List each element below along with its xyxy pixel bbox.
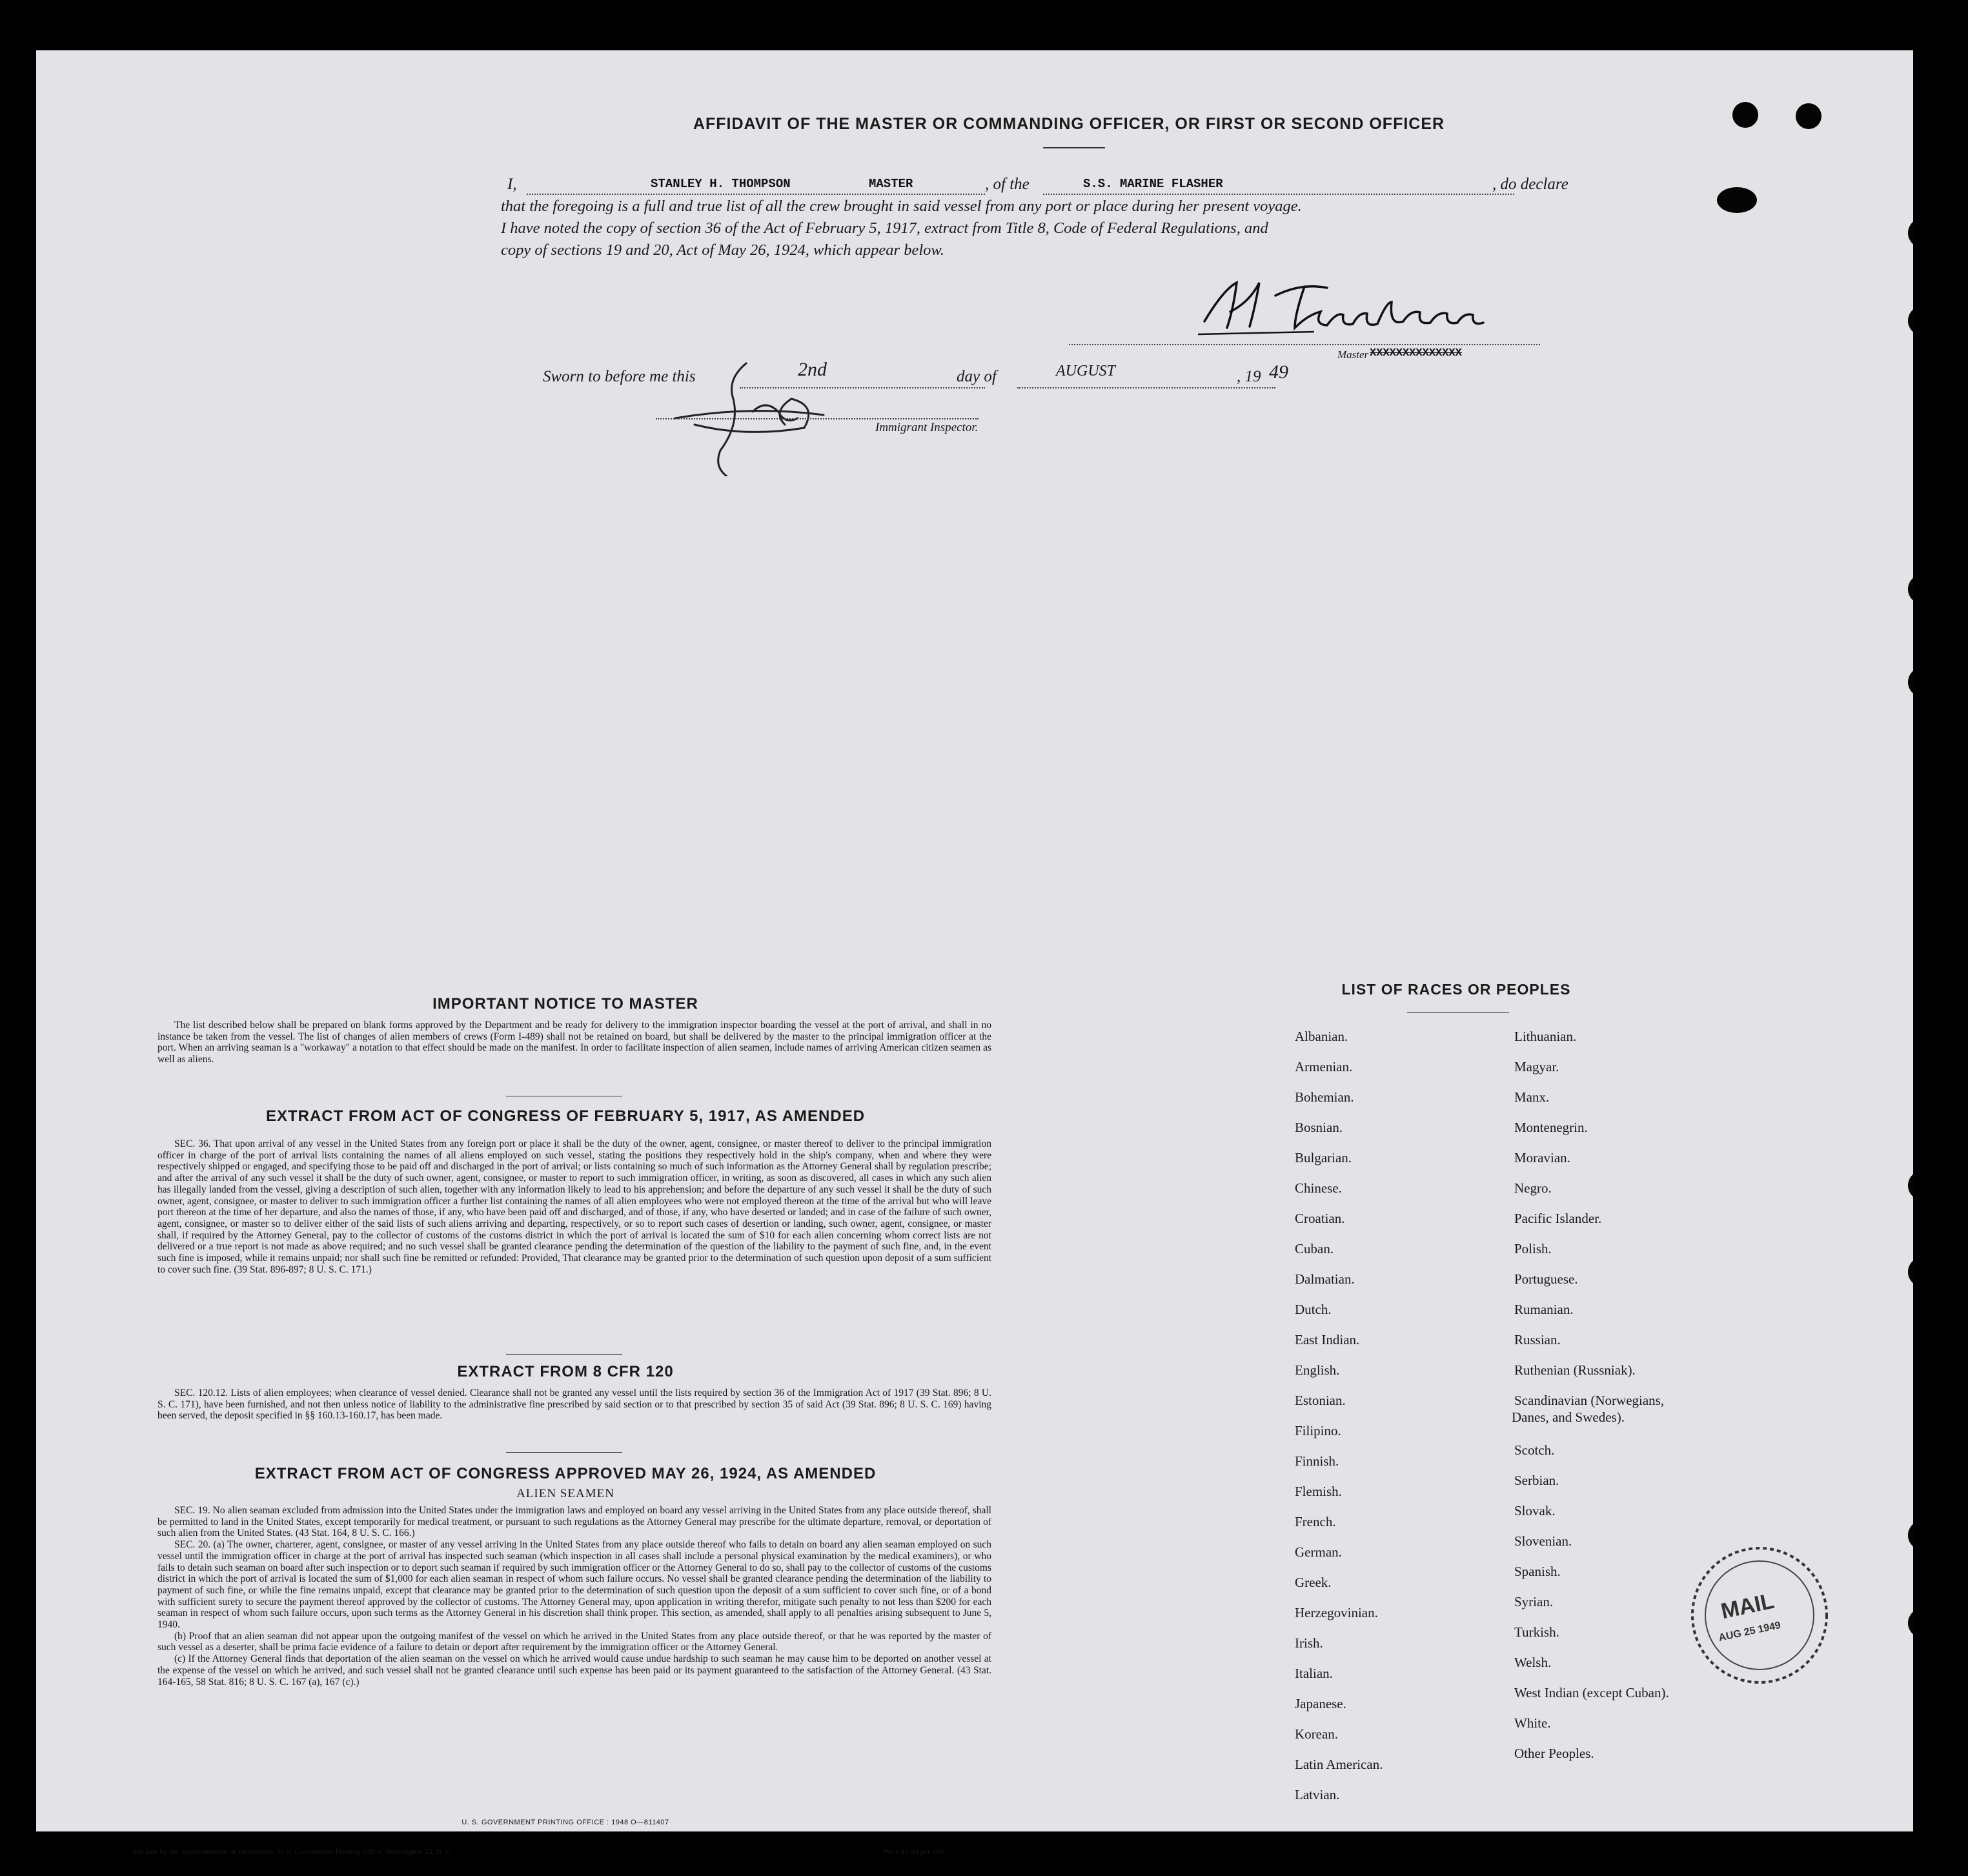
punch-hole xyxy=(1796,103,1821,129)
inspector-label: Immigrant Inspector. xyxy=(875,421,979,434)
master-label: Master xyxy=(1337,348,1369,361)
race-item: Albanian. xyxy=(1295,1029,1348,1044)
of-the-label: , of the xyxy=(985,176,1030,193)
extract-cfr-paragraph: SEC. 120.12. Lists of alien employees; when clearance of vessel denied. Clearance shall not be granted any vessel until the lists required by section 36 of the Immigration Act of 1917 (39 Stat. 896; 8 U. S. C. 171), have been furnished, and not then unless notice of liability to the administrative fine prescribed by said section or to that prescribed by section 35 of said Act (39 Stat. 896; 8 U. S. C. 169) having been served, the deposit specified in §§ 160.13-160.17, has been made. xyxy=(157,1387,991,1422)
affidavit-title: AFFIDAVIT OF THE MASTER OR COMMANDING OFFICER, OR FIRST OR SECOND OFFICER xyxy=(693,115,1445,133)
price-note: Price $3.00 per 100 xyxy=(883,1847,944,1856)
race-item: Scandinavian (Norwegians, xyxy=(1514,1393,1665,1408)
punch-hole xyxy=(1908,306,1913,336)
notice-text xyxy=(157,1020,991,1065)
punch-hole xyxy=(1908,667,1913,697)
declaration-line-2: that the foregoing is a full and true list of all the crew brought in said vessel from any port or place during her present voyage. xyxy=(501,197,1302,215)
race-item: Other Peoples. xyxy=(1514,1746,1594,1761)
race-item: Japanese. xyxy=(1295,1696,1346,1711)
race-item: Syrian. xyxy=(1514,1594,1554,1609)
punch-hole xyxy=(1908,1171,1913,1200)
extract-1917-title: EXTRACT FROM ACT OF CONGRESS OF FEBRUARY 5, 1917, AS AMENDED xyxy=(265,1107,866,1125)
race-item: German. xyxy=(1295,1544,1342,1560)
declarant-prefix: I, xyxy=(507,176,517,193)
signature-leader xyxy=(1069,344,1540,345)
race-item: Montenegrin. xyxy=(1514,1120,1588,1135)
race-item: Dalmatian. xyxy=(1295,1271,1355,1287)
do-declare-label: , do declare xyxy=(1492,176,1568,193)
race-item: Herzegovinian. xyxy=(1295,1605,1378,1620)
race-item: Bohemian. xyxy=(1295,1089,1354,1105)
year-value: 49 xyxy=(1269,361,1288,383)
race-item: White. xyxy=(1514,1715,1551,1731)
race-item: Chinese. xyxy=(1295,1180,1342,1196)
day-value: 2nd xyxy=(798,359,827,380)
master-signature xyxy=(1198,276,1534,341)
race-item: Magyar. xyxy=(1514,1059,1559,1074)
race-item: Slovak. xyxy=(1514,1503,1556,1518)
race-item: Serbian. xyxy=(1514,1473,1559,1488)
year-prefix: , 19 xyxy=(1237,368,1261,385)
race-item: Latin American. xyxy=(1295,1757,1383,1772)
punch-hole xyxy=(1908,1608,1913,1638)
for-sale-note: For sale by the Superintendent of Documents, U. S. Government Printing Office, Washington 25, D. C. xyxy=(133,1847,453,1856)
month-value: AUGUST xyxy=(1056,363,1116,379)
race-item: English. xyxy=(1295,1362,1340,1378)
extract-1924-text xyxy=(157,1505,991,1688)
master-name: STANLEY H. THOMPSON xyxy=(651,177,791,191)
stamp-word: MAIL xyxy=(1718,1588,1777,1624)
day-of-label: day of xyxy=(957,368,997,385)
name-leader xyxy=(527,194,985,195)
punch-hole xyxy=(1908,574,1913,604)
race-item: Danes, and Swedes). xyxy=(1512,1409,1625,1425)
race-item: Finnish. xyxy=(1295,1453,1339,1469)
race-item: Moravian. xyxy=(1514,1150,1570,1165)
declaration-line-3: I have noted the copy of section 36 of the Act of February 5, 1917, extract from Title 8, Code of Federal Regulations, and xyxy=(501,219,1268,237)
punch-hole xyxy=(1908,1520,1913,1550)
races-title-rule xyxy=(1407,1012,1509,1013)
race-item: West Indian (except Cuban). xyxy=(1514,1685,1669,1700)
punch-hole xyxy=(1908,218,1913,248)
document-page xyxy=(36,50,1913,1831)
section-20b-paragraph: (b) Proof that an alien seaman did not appear upon the outgoing manifest of the vessel on which he arrived in the United States from any place outside thereof, or that he was reported by the master of such vessel as a deserter, shall be prima facie evidence of a failure to detain or deport after requirement by the immigration officer or the Attorney General. xyxy=(157,1630,991,1653)
month-leader xyxy=(1017,387,1275,388)
races-title: LIST OF RACES OR PEOPLES xyxy=(1341,981,1571,998)
race-item: Turkish. xyxy=(1514,1624,1559,1640)
divider xyxy=(506,1354,622,1355)
race-item: Croatian. xyxy=(1295,1211,1345,1226)
race-item: Filipino. xyxy=(1295,1423,1341,1438)
race-item: Irish. xyxy=(1295,1635,1323,1651)
section-20c-paragraph: (c) If the Attorney General finds that deportation of the alien seaman on the vessel on which he arrived would cause undue hardship to such seaman he may cause him to be deported on another vessel at the expense of the vessel on which he arrived, and such vessel shall not be granted clearance until such expense has been paid or its payment guaranteed to the satisfaction of the Attorney General. (43 Stat. 164-165, 58 Stat. 816; 8 U. S. C. 167 (a), 167 (c).) xyxy=(157,1653,991,1688)
punch-hole xyxy=(1908,1257,1913,1287)
race-item: Rumanian. xyxy=(1514,1302,1574,1317)
extract-cfr-title: EXTRACT FROM 8 CFR 120 xyxy=(457,1363,674,1380)
stamp-date: AUG 25 1949 xyxy=(1718,1620,1782,1644)
vessel-leader xyxy=(1043,194,1514,195)
race-item: Portuguese. xyxy=(1514,1271,1578,1287)
inspector-leader xyxy=(656,418,979,419)
extract-cfr-text xyxy=(157,1387,991,1422)
extract-1924-subtitle: ALIEN SEAMEN xyxy=(516,1487,614,1500)
race-item: Negro. xyxy=(1514,1180,1552,1196)
section-19-paragraph: SEC. 19. No alien seaman excluded from admission into the United States under the immigration laws and employed on board any vessel arriving in the United States from any place outside thereof, shall be permitted to land in the United States, except temporarily for medical treatment, or pursuant to such regulations as the Attorney General may prescribe for the ultimate departure, removal, or deportation of such alien from the United States. (43 Stat. 164, 8 U. S. C. 166.) xyxy=(157,1505,991,1539)
vessel-name: S.S. MARINE FLASHER xyxy=(1083,177,1223,191)
race-item: Pacific Islander. xyxy=(1514,1211,1602,1226)
race-item: Korean. xyxy=(1295,1726,1339,1742)
race-item: Lithuanian. xyxy=(1514,1029,1577,1044)
punch-hole xyxy=(1732,102,1758,128)
declaration-line-4: copy of sections 19 and 20, Act of May 26, 1924, which appear below. xyxy=(501,241,945,259)
notice-title: IMPORTANT NOTICE TO MASTER xyxy=(432,995,698,1013)
notice-paragraph: The list described below shall be prepared on blank forms approved by the Department and be ready for delivery to the immigration inspector boarding the vessel at the port of arrival, and shall in no instance be taken from the vessel. The list of changes of alien members of crews (Form I-489) shall not be retained on board, but shall be delivered by the master to the principal immigration officer at the port. When an arriving seaman is a "workaway" a notation to that effect should be made on the manifest. In order to facilitate inspection of alien seamen, include names of arriving American citizen seamen as well as aliens. xyxy=(157,1020,991,1065)
race-item: Russian. xyxy=(1514,1332,1561,1347)
sworn-label: Sworn to before me this xyxy=(543,368,696,385)
struck-title: XXXXXXXXXXXXXX xyxy=(1370,347,1462,359)
race-item: Flemish. xyxy=(1295,1484,1342,1499)
master-rank: MASTER xyxy=(869,177,913,191)
race-item: East Indian. xyxy=(1295,1332,1360,1347)
race-item: Manx. xyxy=(1514,1089,1550,1105)
race-item: Polish. xyxy=(1514,1241,1552,1256)
race-item: Italian. xyxy=(1295,1666,1333,1681)
extract-1917-paragraph: SEC. 36. That upon arrival of any vessel in the United States from any foreign port or place it shall be the duty of the owner, agent, consignee, or master thereof to deliver to the principal immigration officer in charge of the port of arrival lists containing the names of all aliens employed on such vessel, stating the positions they respectively hold in the ship's company, when and where they were respectively shipped or engaged, and specifying those to be paid off and discharged in the port of arrival; or lists containing so much of such information as the Attorney General shall by regulation prescribe; and after the arrival of any such vessel it shall be the duty of such owner, agent, consignee, or master to report to such immigration officer, in writing, as soon as discovered, all cases in which any such alien has illegally landed from the vessel, giving a description of such alien, together with any information likely to lead to his apprehension; and before the departure of any such vessel it shall be the duty of such owner, agent, consignee, or master to deliver to such immigration officer a further list containing the names of all alien employees who were not employed thereon at the time of the arrival but who will leave port thereon at the time of her departure, and also the names of those, if any, who have been paid off and discharged, and of those, if any, who have deserted or landed; and in case of the failure of such owner, agent, consignee, or master so to deliver either of the said lists of such aliens arriving and departing, respectively, or so to report such cases of desertion or landing, such owner, agent, consignee, or master shall, if required by the Attorney General, pay to the collector of customs of the customs district in which the port of arrival is located the sum of $10 for each alien concerning whom correct lists are not delivered or a true report is not made as above required; and no such vessel shall be granted clearance pending the determination of the question of the liability to the payment of such fine, and, in the event such fine is imposed, while it remains unpaid; nor shall such fine be remitted or refunded: Provided, That clearance may be granted prior to the determination of such question upon deposit of a sum sufficient to cover such fine. (39 Stat. 896-897; 8 U. S. C. 171.) xyxy=(157,1138,991,1275)
race-item: Armenian. xyxy=(1295,1059,1353,1074)
divider xyxy=(506,1452,622,1453)
title-rule xyxy=(1043,147,1105,148)
printing-office: U. S. GOVERNMENT PRINTING OFFICE : 1948 O—811407 xyxy=(462,1819,669,1826)
punch-hole xyxy=(1717,187,1757,213)
race-item: Dutch. xyxy=(1295,1302,1332,1317)
race-item: Slovenian. xyxy=(1514,1533,1572,1549)
extract-1917-text xyxy=(157,1138,991,1275)
race-item: Scotch. xyxy=(1514,1442,1555,1458)
race-item: Estonian. xyxy=(1295,1393,1346,1408)
extract-1924-title: EXTRACT FROM ACT OF CONGRESS APPROVED MAY 26, 1924, AS AMENDED xyxy=(254,1465,877,1482)
race-item: Latvian. xyxy=(1295,1787,1340,1802)
race-item: Greek. xyxy=(1295,1575,1332,1590)
race-item: Welsh. xyxy=(1514,1655,1552,1670)
inspector-signature xyxy=(656,354,862,476)
race-item: Ruthenian (Russniak). xyxy=(1514,1362,1636,1378)
race-item: Cuban. xyxy=(1295,1241,1334,1256)
race-item: French. xyxy=(1295,1514,1336,1529)
race-item: Bosnian. xyxy=(1295,1120,1343,1135)
race-item: Bulgarian. xyxy=(1295,1150,1352,1165)
section-20a-paragraph: SEC. 20. (a) The owner, charterer, agent, consignee, or master of any vessel arriving in the United States from any place outside thereof who fails to detain on board any alien seaman employed on such vessel until the immigration officer in charge at the port of arrival has inspected such seaman (which inspection in all cases shall include a personal physical examination by the medical examiners), or who fails to detain such seaman on board after such inspection or to deport such seaman if required by such immigration officer or the Attorney General to do so, shall pay to the collector of customs of the customs district in which the port of arrival is located the sum of $1,000 for each alien seaman in respect of whom such failure occurs. No vessel shall be granted clearance pending the determination of the liability to payment of such fine, or while the fine remains unpaid, except that clearance may be granted prior to the determination of such question upon the deposit of a sum sufficient to cover such fine, or of a bond with sufficient surety to secure the payment thereof approved by the collector of customs. The Attorney General may, upon application in writing therefor, mitigate such penalty to not less than $200 for each seaman in respect of whom such failure occurs, upon such terms as the Attorney General in his discretion shall think proper. This section, as amended, shall apply to all penalties arising subsequent to June 5, 1940. xyxy=(157,1539,991,1631)
race-item: Spanish. xyxy=(1514,1564,1561,1579)
